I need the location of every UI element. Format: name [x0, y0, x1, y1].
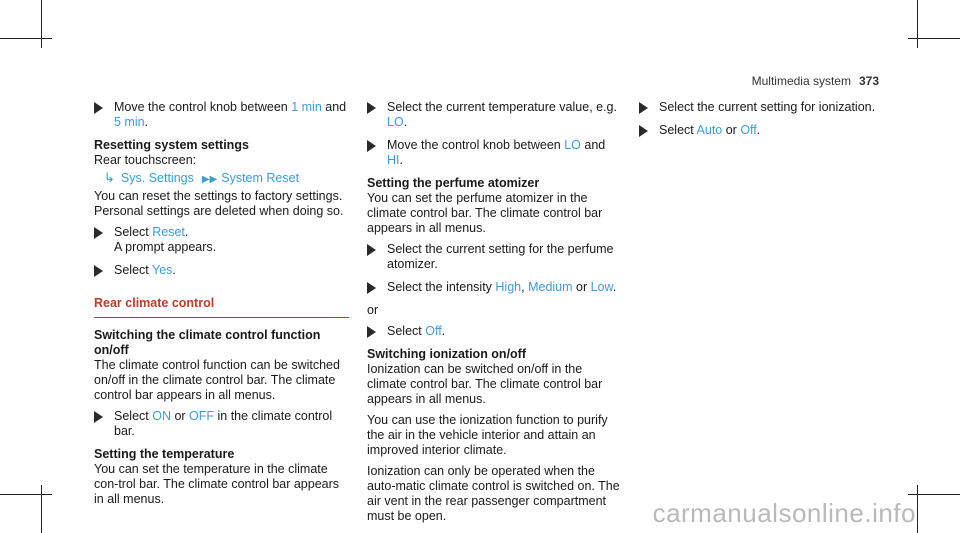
- value-lo: LO: [387, 115, 404, 129]
- step-arrow-icon: [94, 227, 103, 239]
- crop-mark: [41, 0, 42, 48]
- step-arrow-icon: [94, 102, 103, 114]
- section-rule: [94, 317, 349, 318]
- column-1: [94, 100, 349, 513]
- step-arrow-icon: [639, 125, 648, 137]
- step-move-knob-lo-hi: Move the control knob between LO and HI.: [367, 138, 622, 168]
- header-title: Multimedia system: [751, 74, 851, 88]
- step-select-perfume-setting: Select the current setting for the perfume atomizer.: [367, 242, 622, 272]
- step-arrow-icon: [367, 102, 376, 114]
- double-chevron-icon: ▶▶: [201, 174, 218, 185]
- or-text: or: [367, 303, 379, 317]
- menu-path: [94, 170, 349, 187]
- step-arrow-icon: [94, 411, 103, 423]
- step-arrow-icon: [367, 282, 376, 294]
- watermark: carmanualsonline.info: [652, 498, 916, 528]
- step-select-ionization-setting: Select the current setting for ionization.: [639, 100, 894, 115]
- step-select-temperature: Select the current temperature value, e.g. LO.: [367, 100, 622, 130]
- temperature-description: You can set the temperature in the climate con-trol bar. The climate control bar appears in all menus.: [94, 462, 340, 506]
- value-off: OFF: [189, 409, 215, 423]
- crop-mark: [0, 494, 52, 495]
- heading-temperature: Setting the temperature: [94, 447, 235, 461]
- rear-touchscreen-label: Rear touchscreen:: [94, 153, 197, 167]
- reset-description: You can reset the settings to factory settings. Personal settings are deleted when doing so.: [94, 189, 344, 218]
- value-yes: Yes: [152, 263, 173, 277]
- column-2: [367, 100, 622, 530]
- crop-mark: [908, 494, 960, 495]
- value-1-min: 1 min: [291, 100, 322, 114]
- path-system-reset: System Reset: [221, 171, 300, 185]
- value-lo: LO: [564, 138, 581, 152]
- value-off: Off: [425, 324, 442, 338]
- step-move-knob-min: Move the control knob between 1 min and 5 min.: [94, 100, 349, 130]
- step-select-reset: Select Reset. A prompt appears.: [94, 225, 349, 255]
- heading-ionization: Switching ionization on/off: [367, 347, 527, 361]
- ionization-description-3: Ionization can only be operated when the auto-matic climate control is switched on. The air vent in the rear passenger compartment must be open.: [367, 464, 620, 523]
- return-arrow-icon: ↳: [104, 170, 115, 185]
- heading-switching-climate: Switching the climate control function on/off: [94, 328, 321, 357]
- page-number: 373: [858, 74, 879, 88]
- step-select-off: Select Off.: [367, 324, 622, 339]
- step-arrow-icon: [367, 140, 376, 152]
- step-select-yes: Select Yes.: [94, 263, 349, 278]
- value-off: Off: [740, 123, 757, 137]
- value-on: ON: [152, 409, 171, 423]
- step-select-intensity: Select the intensity High, Medium or Low.: [367, 280, 622, 295]
- value-hi: HI: [387, 153, 400, 167]
- step-arrow-icon: [367, 244, 376, 256]
- step-select-auto-off: Select Auto or Off.: [639, 123, 894, 138]
- running-header: [752, 74, 879, 89]
- crop-mark: [917, 485, 918, 533]
- step-arrow-icon: [639, 102, 648, 114]
- value-auto: Auto: [696, 123, 723, 137]
- value-high: High: [495, 280, 522, 294]
- value-5-min: 5 min: [114, 115, 145, 129]
- ionization-description-1: Ionization can be switched on/off in the climate control bar. The climate control bar appears in all menus.: [367, 362, 603, 406]
- crop-mark: [917, 0, 918, 48]
- path-sys-settings: Sys. Settings: [120, 171, 194, 185]
- heading-resetting: Resetting system settings: [94, 138, 249, 152]
- crop-mark: [908, 38, 960, 39]
- perfume-description: You can set the perfume atomizer in the climate control bar. The climate control bar appears in all menus.: [367, 191, 603, 235]
- column-3: [639, 100, 894, 146]
- switching-description: The climate control function can be switched on/off in the climate control bar. The climate control bar appears in all menus.: [94, 358, 340, 402]
- crop-mark: [0, 38, 52, 39]
- value-reset: Reset: [152, 225, 185, 239]
- heading-perfume: Setting the perfume atomizer: [367, 176, 540, 190]
- section-title: Rear climate control: [94, 296, 215, 310]
- step-arrow-icon: [367, 326, 376, 338]
- value-medium: Medium: [528, 280, 573, 294]
- value-low: Low: [590, 280, 613, 294]
- crop-mark: [41, 485, 42, 533]
- step-select-on-off: Select ON or OFF in the climate control bar.: [94, 409, 349, 439]
- step-arrow-icon: [94, 265, 103, 277]
- ionization-description-2: You can use the ionization function to purify the air in the vehicle interior and attain an improved interior climate.: [367, 413, 608, 457]
- step-result: A prompt appears.: [114, 240, 217, 254]
